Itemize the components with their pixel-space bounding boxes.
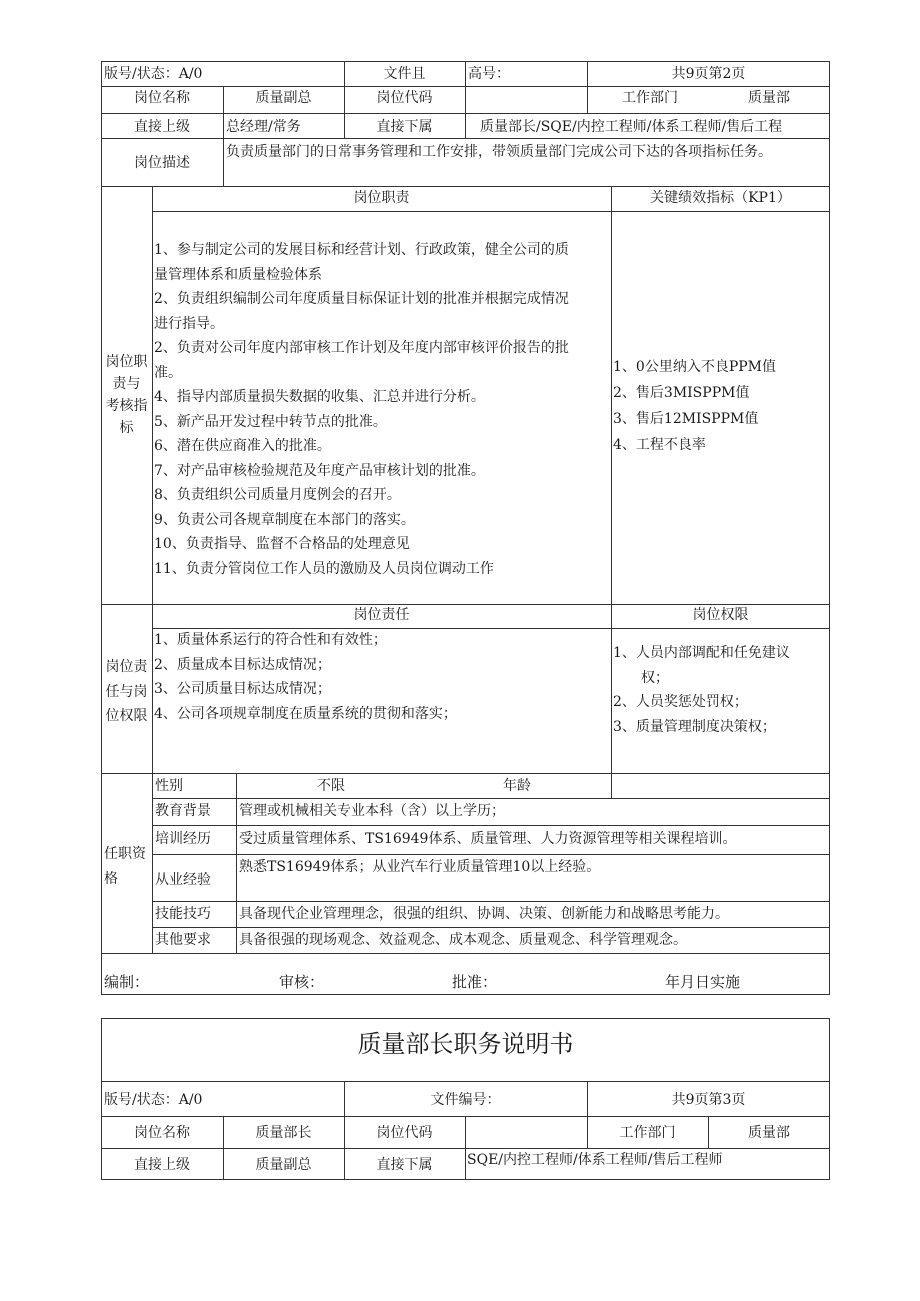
divider	[152, 211, 830, 212]
kpi-header: 关键绩效指标（KP1）	[650, 190, 791, 206]
reviewed-by-label: 审核：	[279, 973, 325, 991]
responsibility-list	[154, 628, 457, 726]
authority-header: 岗位权限	[692, 607, 749, 623]
list-item: 8、负责组织公司质量月度例会的召开。	[154, 487, 401, 503]
document-label: 文件且	[383, 66, 426, 82]
list-item: 2、售后3MISPPM值	[613, 385, 750, 401]
divider	[611, 186, 612, 604]
divider	[101, 773, 830, 774]
experience-value: 熟悉TS16949体系；从业汽车行业质量管理10以上经验。	[239, 859, 601, 875]
list-item: 11、负责分管岗位工作人员的激励及人员岗位调动工作	[154, 560, 494, 577]
skills-label: 技能技巧	[155, 906, 211, 922]
divider	[465, 1116, 466, 1180]
list-item: 2、负责对公司年度内部审核工作计划及年度内部审核评价报告的批	[154, 340, 569, 356]
qualification-section-label: 任职资 格	[104, 846, 146, 887]
training-label: 培训经历	[155, 831, 211, 847]
list-item: 3、质量管理制度决策权；	[613, 718, 776, 735]
list-item: 2、人员奖惩处罚权；	[613, 694, 748, 710]
list-item: 权；	[613, 669, 669, 686]
subordinate-value: SQE/内控工程师/体系工程师/售后工程师	[467, 1152, 723, 1168]
department-label: 工作部门	[622, 90, 678, 106]
experience-label: 从业经验	[155, 872, 211, 888]
position-name-value: 质量副总	[255, 90, 312, 106]
list-item: 3、公司质量目标达成情况；	[154, 681, 331, 697]
divider	[236, 773, 237, 953]
page-info: 共9页第2页	[671, 66, 746, 82]
position-code-label: 岗位代码	[376, 1125, 433, 1141]
position-name-label: 岗位名称	[134, 1125, 190, 1141]
description-value: 负责质量部门的日常事务管理和工作安排，带领质量部门完成公司下达的各项指标任务。	[226, 144, 772, 160]
subordinate-value: 质量部长/SQE/内控工程师/体系工程师/售后工程	[480, 119, 783, 135]
gender-value: 不限	[317, 778, 345, 794]
document-title: 质量部长职务说明书	[357, 1030, 574, 1058]
divider	[152, 901, 830, 902]
gender-label: 性别	[155, 778, 183, 794]
list-item: 4、公司各项规章制度在质量系统的贯彻和落实；	[154, 705, 457, 722]
duties-header: 岗位职责	[353, 190, 410, 206]
superior-label: 直接上级	[134, 1157, 190, 1173]
list-item: 7、对产品审核检验规范及年度产品审核计划的批准。	[154, 462, 485, 479]
effective-date-label: 年月日实施	[665, 973, 741, 991]
subordinate-label: 直接下属	[376, 1157, 433, 1173]
compiled-by-label: 编制：	[104, 973, 150, 991]
list-item: 10、负责指导、监督不合格品的处理意见	[154, 536, 410, 552]
divider	[101, 604, 830, 605]
superior-value: 总经理/常务	[226, 119, 301, 135]
list-item: 进行指导。	[154, 315, 224, 332]
duties-section-label: 岗位职 责与 考核指 标	[105, 354, 148, 436]
document-number-label: 文件编号：	[430, 1092, 501, 1108]
department-value: 质量部	[748, 90, 790, 106]
list-item: 6、潜在供应商准入的批准。	[154, 438, 331, 454]
list-item: 4、指导内部质量损失数据的收集、汇总并进行分析。	[154, 389, 485, 405]
list-item: 准。	[154, 364, 182, 381]
list-item: 9、负责公司各规章制度在本部门的落实。	[154, 511, 415, 528]
divider	[101, 138, 830, 139]
subordinate-label: 直接下属	[376, 119, 433, 135]
list-item: 2、负责组织编制公司年度质量目标保证计划的批准并根据完成情况	[154, 291, 569, 307]
divider	[152, 186, 153, 953]
list-item: 5、新产品开发过程中转节点的批准。	[154, 413, 387, 430]
divider	[152, 798, 830, 799]
version-status: 版号/状态：A/0	[104, 66, 203, 82]
divider	[152, 854, 830, 855]
department-label: 工作部门	[619, 1125, 676, 1141]
list-item: 3、售后12MISPPM值	[613, 411, 759, 427]
kpi-list	[613, 354, 776, 458]
position-code-label: 岗位代码	[376, 90, 433, 106]
resp-section-label: 岗位责 任与岗 位权限	[105, 659, 148, 724]
divider	[101, 953, 830, 954]
other-requirements-label: 其他要求	[155, 932, 211, 948]
superior-label: 直接上级	[134, 119, 190, 135]
age-label: 年龄	[503, 778, 531, 794]
list-item: 1、参与制定公司的发展目标和经营计划、行政政策，健全公司的质	[154, 242, 569, 258]
list-item: 4、工程不良率	[613, 437, 706, 453]
divider	[152, 825, 830, 826]
divider	[101, 1081, 830, 1082]
version-status: 版号/状态：A/0	[104, 1092, 203, 1108]
education-label: 教育背景	[155, 803, 211, 819]
responsibility-header: 岗位责任	[353, 607, 410, 623]
list-item: 1、人员内部调配和任免建议	[613, 645, 790, 661]
position-name-value: 质量部长	[255, 1125, 312, 1141]
divider	[465, 61, 466, 138]
position-name-label: 岗位名称	[134, 90, 190, 106]
code-label: 高号：	[468, 66, 510, 82]
divider	[611, 604, 612, 798]
description-label: 岗位描述	[134, 155, 190, 171]
divider	[101, 186, 830, 187]
superior-value: 质量副总	[255, 1157, 312, 1173]
list-item: 量管理体系和质量检验体系	[154, 266, 322, 283]
department-value: 质量部	[748, 1125, 790, 1141]
approved-by-label: 批准：	[452, 973, 498, 991]
page-info: 共9页第3页	[671, 1092, 746, 1108]
list-item: 2、质量成本目标达成情况；	[154, 656, 331, 673]
divider	[152, 927, 830, 928]
skills-value: 具备现代企业管理理念，很强的组织、协调、决策、创新能力和战略思考能力。	[239, 906, 729, 922]
duties-list	[154, 238, 569, 581]
list-item: 1、质量体系运行的符合性和有效性；	[154, 632, 387, 648]
training-value: 受过质量管理体系、TS16949体系、质量管理、人力资源管理等相关课程培训。	[239, 831, 737, 847]
authority-list	[613, 641, 790, 739]
list-item: 1、0公里纳入不良PPM值	[613, 359, 776, 375]
other-requirements-value: 具备很强的现场观念、效益观念、成本观念、质量观念、科学管理观念。	[239, 932, 687, 948]
education-value: 管理或机械相关专业本科（含）以上学历；	[239, 803, 505, 819]
